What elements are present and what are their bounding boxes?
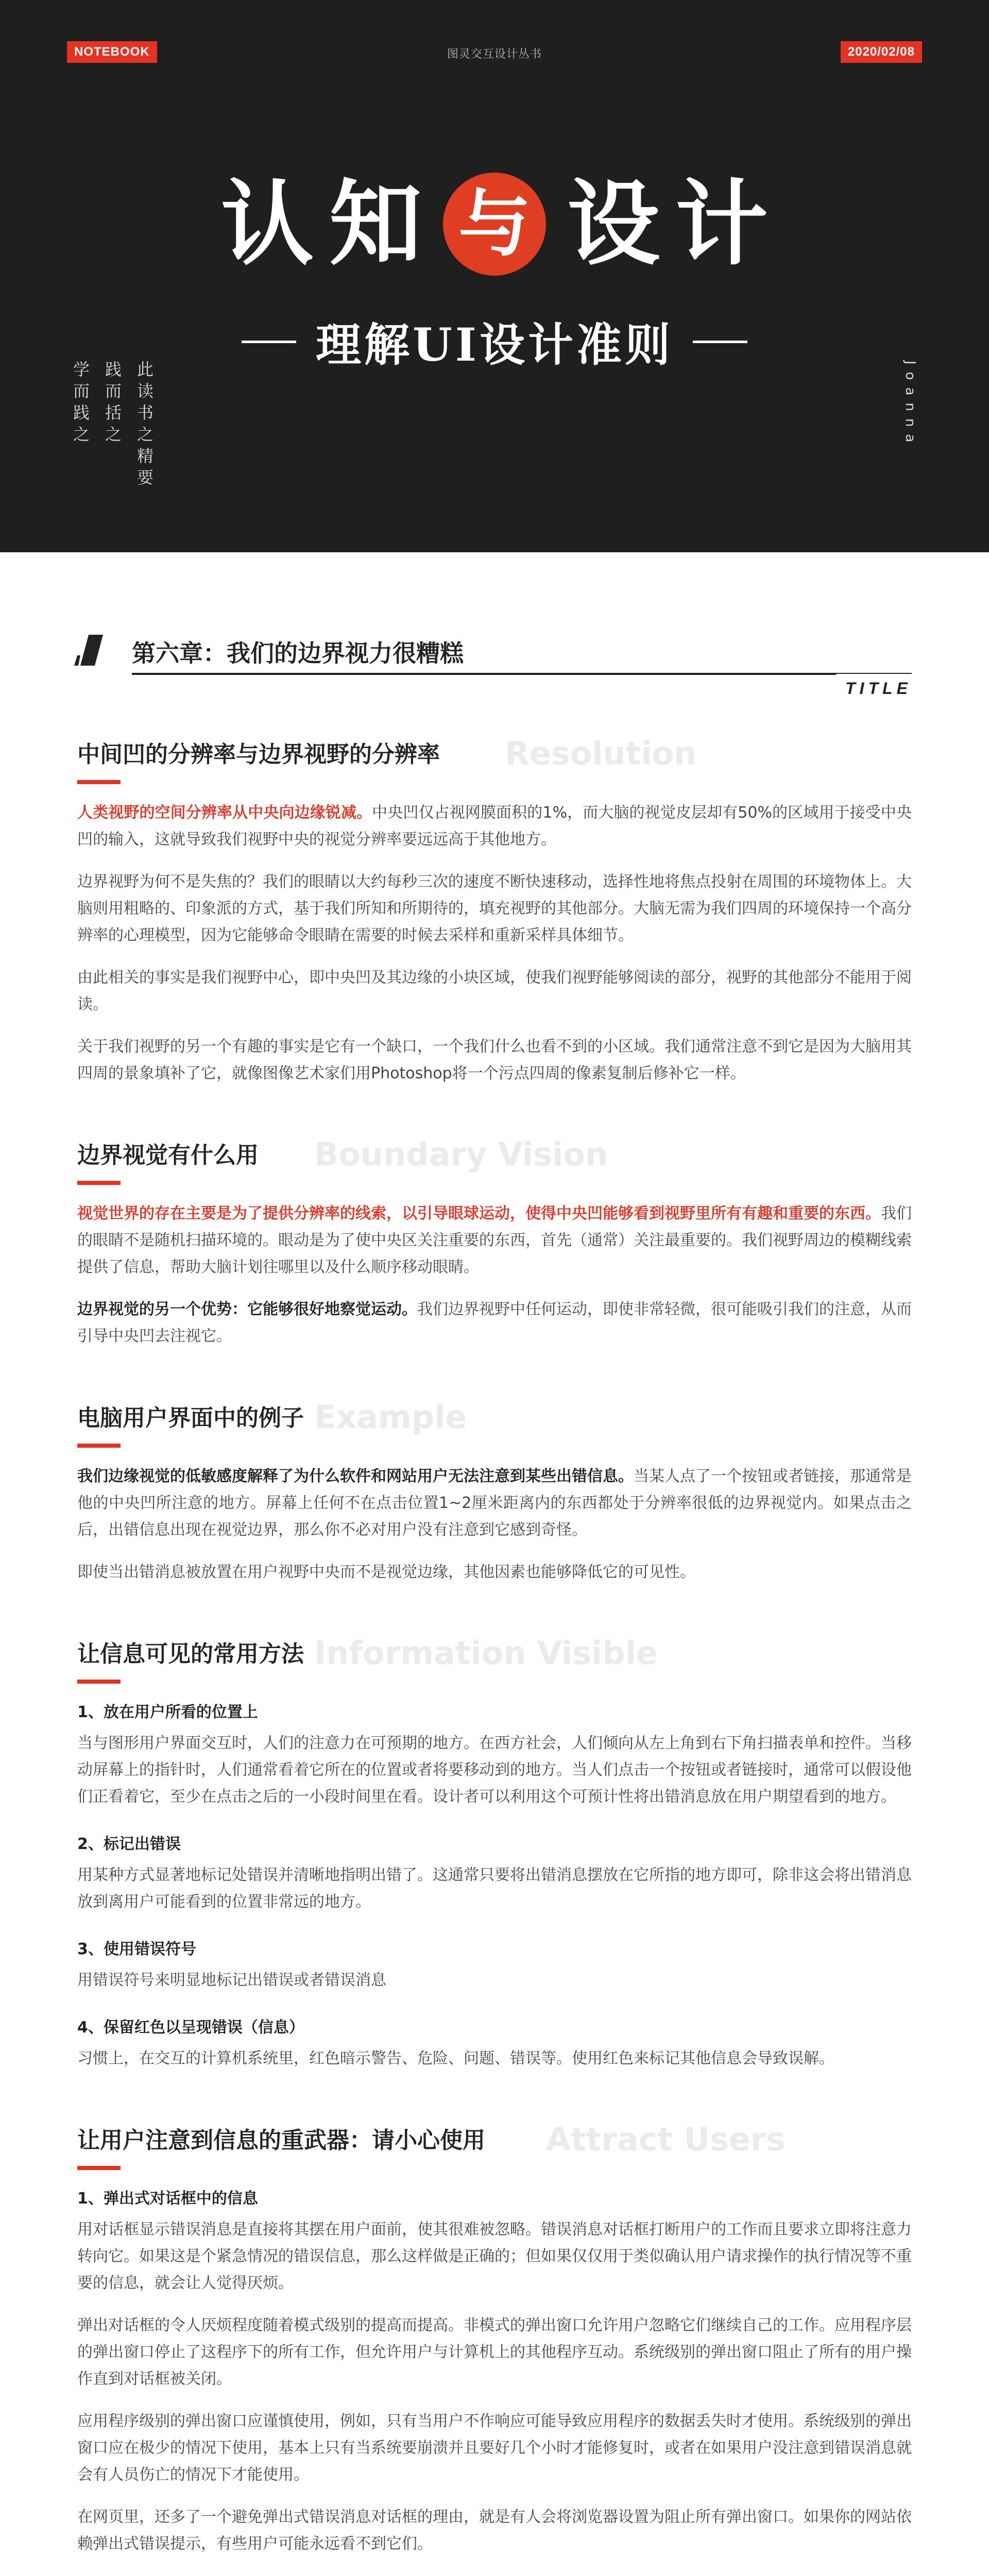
paragraph: 应用程序级别的弹出窗口应谨慎使用，例如，只有当用户不作响应可能导致应用程序的数据丢失时才使用。系统级别的弹出窗口应在极少的情况下使用，基本上只有当系统要崩溃并且要好几个小时才能修复时，或者在如果用户没注意到错误消息就会有人员伤亡的情况下才能使用。 [77,2412,912,2484]
chapter-tag: TITLE [836,674,912,698]
section-header [77,735,912,794]
item-heading: 4、保留红色以呈现错误（信息） [77,2019,304,2037]
section-accent-bar [77,1444,121,1448]
paragraph [77,800,912,853]
title-char: 设 [567,170,660,278]
title-char: 知 [329,170,422,278]
section-ghost-text: Information Visible [314,1634,658,1672]
section-ghost-text: Attract Users [546,2121,786,2158]
bold-lead: 我们边缘视觉的低敏感度解释了为什么软件和网站用户无法注意到某些出错信息。 [77,1467,634,1485]
motto-col: 学而践之 [71,361,90,447]
section-header [77,1136,912,1195]
chapter-divider [132,673,912,675]
section-header [77,1634,912,1694]
date-badge: 2020/02/08 [841,41,922,63]
paragraph: 用某种方式显著地标记处错误并清晰地指明出错了。这通常只要将出错消息摆放在它所指的地方即可，除非这会将出错消息放到离用户可能看到的位置非常远的地方。 [77,1866,912,1911]
item-heading: 2、标记出错误 [77,1835,181,1853]
bold-lead: 边界视觉的另一个优势：它能够很好地察觉运动。 [77,1300,417,1318]
cover-header [0,0,989,552]
chapter-title: 第六章：我们的边界视力很糟糕 [132,639,464,667]
subtitle-dash [693,341,747,343]
paragraph: 关于我们视野的另一个有趣的事实是它有一个缺口，一个我们什么也看不到的小区域。我们通常注意不到它是因为大脑用其四周的景象填补了它，就像图像艺术家们用Photoshop将一个污点四周的像素复制后修补它一样。 [77,1038,912,1082]
paragraph: 习惯上，在交互的计算机系统里，红色暗示警告、危险、问题、错误等。使用红色来标记其他信息会导致误解。 [77,2049,834,2067]
title-circle-char: 与 [443,173,546,276]
section-ghost-text: Resolution [505,735,697,772]
section-title: 让信息可见的常用方法 [77,1641,304,1667]
section-accent-bar [77,2166,121,2170]
motto-col: 践而括之 [103,361,122,447]
motto-col: 此读书之精要 [134,361,154,490]
paragraph: 由此相关的事实是我们视野中心，即中央凹及其边缘的小块区域，使我们视野能够阅读的部分，视野的其他部分不能用于阅读。 [77,969,912,1013]
title-char: 认 [220,170,314,278]
title-char: 计 [675,170,768,278]
paragraph-text: 我们的眼睛不是随机扫描环境的。眼动是为了使中央区关注重要的东西，首先（通常）关注最重要的。我们视野周边的模糊线索提供了信息，帮助大脑计划往哪里以及什么顺序移动眼睛。 [77,1205,912,1276]
subtitle-dash [242,341,296,343]
section-boundary-vision [77,1136,912,1350]
paragraph-text: 当某人点了一个按钮或者链接，那通常是他的中央凹所注意的地方。屏幕上任何不在点击位置1~2厘米距离内的东西都处于分辨率很低的边界视觉内。如果点击之后，出错信息出现在视觉边界，那么你不必对用户没有注意到它感到奇怪。 [77,1467,912,1539]
section-title: 中间凹的分辨率与边界视野的分辨率 [77,741,440,768]
cover-subtitle: 理解UI设计准则 [316,318,673,371]
section-header [77,1398,912,1458]
chapter-header [77,630,912,698]
notebook-badge: NOTEBOOK [67,41,157,63]
paragraph: 弹出对话框的令人厌烦程度随着模式级别的提高而提高。非模式的弹出窗口允许用户忽略它们继续自己的工作。应用程序层的弹出窗口停止了这程序下的所有工作，但允许用户与计算机上的其他程序互动。系统级别的弹出窗口阻止了所有的用户操作直到对话框被关闭。 [77,2316,912,2388]
section-title: 电脑用户界面中的例子 [77,1405,304,1431]
paragraph: 用错误符号来明显地标记出错误或者错误消息 [77,1971,386,1989]
paragraph [77,1200,912,1281]
item-heading: 1、放在用户所看的位置上 [77,1703,258,1721]
paragraph: 当与图形用户界面交互时，人们的注意力在可预期的地方。在西方社会，人们倾向从左上角到右下角扫描表单和控件。当移动屏幕上的指针时，人们通常看着它所在的位置或者将要移动到的地方。当人们点击一个按钮或者链接时，通常可以假设他们正看着它，至少在点击之后的一小段时间里在看。设计者可以利用这个可预计性将出错消息放在用户期望看到的地方。 [77,1734,912,1806]
paragraph [77,1296,912,1350]
section-accent-bar [77,1680,121,1684]
bold-lead: 视觉世界的存在主要是为了提供分辨率的线索，以引导眼球运动，使得中央凹能够看到视野里所有有趣和重要的东西。 [77,1205,881,1223]
bold-lead: 人类视野的空间分辨率从中央向边缘锐减。 [77,804,372,822]
section-accent-bar [77,780,121,784]
paragraph [77,1463,912,1544]
chapter-mark-icon [72,633,105,666]
author-vertical: Joanna [902,361,918,450]
paragraph: 在网页里，还多了一个避免弹出式错误消息对话框的理由，就是有人会将浏览器设置为阻止所有弹出窗口。如果你的网站依赖弹出式错误提示，有些用户可能永远看不到它们。 [77,2508,912,2553]
paragraph-text: 我们边界视野中任何运动，即使非常轻微，很可能吸引我们的注意，从而引导中央凹去注视它。 [77,1300,912,1345]
section-resolution [77,735,912,1087]
section-title: 边界视觉有什么用 [77,1142,259,1168]
paragraph: 即使当出错消息被放置在用户视野中央而不是视觉边缘，其他因素也能够降低它的可见性。 [77,1563,695,1581]
cover-title [0,170,989,278]
paragraph-text: 中央凹仅占视网膜面积的1%，而大脑的视觉皮层却有50%的区域用于接受中央凹的输入，这就导致我们视野中央的视觉分辨率要远远高于其他地方。 [77,804,912,849]
item-heading: 3、使用错误符号 [77,1940,196,1958]
paragraph: 用对话框显示错误消息是直接将其摆在用户面前，使其很难被忽略。错误消息对话框打断用户的工作而且要求立即将注意力转向它。如果这是个紧急情况的错误信息，那么这样做是正确的；但如果仅仅用于类似确认用户请求操作的执行情况等不重要的信息，就会让人觉得厌烦。 [77,2221,912,2292]
section-information-visible [77,1634,912,2072]
section-title: 让用户注意到信息的重武器：请小心使用 [77,2127,485,2154]
section-example [77,1398,912,1586]
vertical-motto [72,361,334,490]
article-body [0,630,989,2576]
section-accent-bar [77,1181,121,1185]
item-heading: 1、弹出式对话框中的信息 [77,2190,258,2208]
section-ghost-text: Boundary Vision [314,1136,608,1173]
paragraph: 边界视野为何不是失焦的？我们的眼睛以大约每秒三次的速度不断快速移动，选择性地将焦点投射在周围的环境物体上。大脑则用粗略的、印象派的方式，基于我们所知和所期待的，填充视野的其他部分。大脑无需为我们四周的环境保持一个高分辨率的心理模型，因为它能够命令眼睛在需要的时候去采样和重新采样具体细节。 [77,873,912,944]
section-ghost-text: Example [314,1398,467,1436]
series-name: 图灵交互设计丛书 [447,48,542,61]
section-header [77,2121,912,2180]
section-attract-users [77,2121,912,2576]
